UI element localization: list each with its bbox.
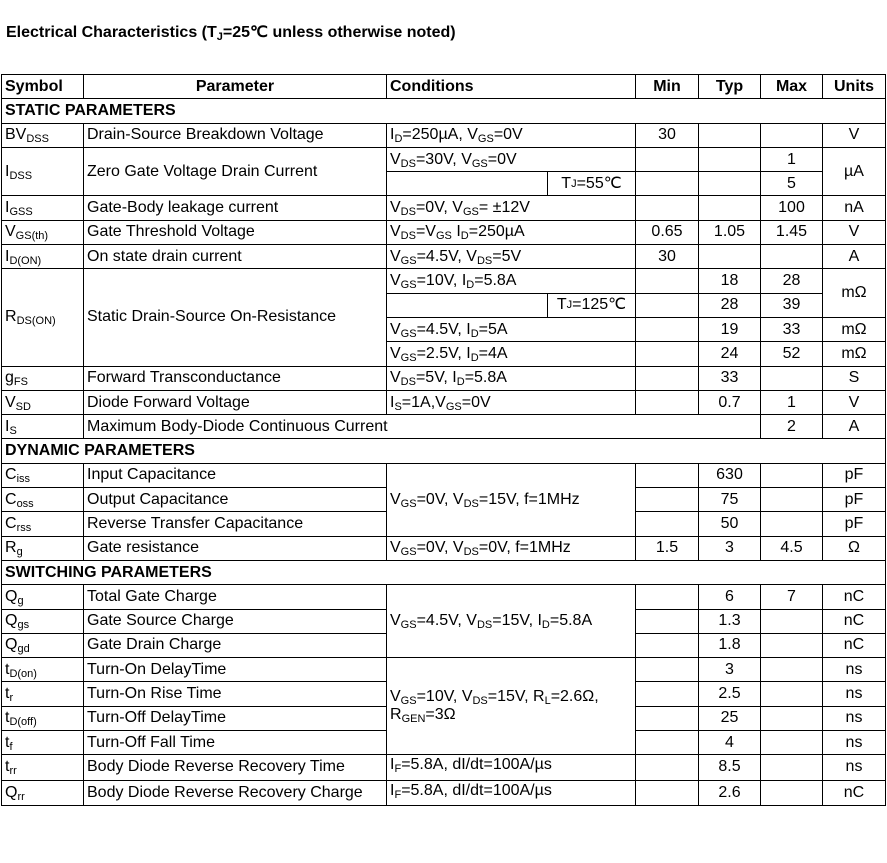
typ-cell: 2.5 xyxy=(699,682,761,706)
typ-cell xyxy=(699,196,761,220)
units-cell: ns xyxy=(823,755,886,780)
max-cell: 7 xyxy=(761,585,823,609)
section-row-static xyxy=(2,99,886,123)
header-units: Units xyxy=(823,75,886,99)
parameter-cell: Body Diode Reverse Recovery Charge xyxy=(84,780,387,805)
table-row xyxy=(2,123,886,147)
max-cell xyxy=(761,658,823,682)
parameter-cell: Gate-Body leakage current xyxy=(84,196,387,220)
min-cell xyxy=(636,342,699,366)
section-row-switching xyxy=(2,560,886,584)
parameter-cell: Reverse Transfer Capacitance xyxy=(84,512,387,536)
table-row xyxy=(2,755,886,780)
symbol-cell: $Q_{gs}$ xyxy=(2,609,84,633)
max-cell: 1 xyxy=(761,147,823,171)
conditions-cell: $V_{DS}=V_{GS}$ $I_D=250\mu A$ xyxy=(387,220,636,244)
typ-cell xyxy=(699,245,761,269)
typ-cell: 50 xyxy=(699,512,761,536)
min-cell xyxy=(636,755,699,780)
conditions-cell: $V_{GS}=2.5V$, $I_D=4A$ xyxy=(387,342,636,366)
max-cell xyxy=(761,706,823,730)
min-cell xyxy=(636,658,699,682)
typ-cell: 33 xyxy=(699,366,761,390)
units-cell: A xyxy=(823,415,886,439)
parameter-cell: Gate Source Charge xyxy=(84,609,387,633)
symbol-cell: $C_{iss}$ xyxy=(2,463,84,487)
tj-condition: T J =125℃ xyxy=(547,293,635,317)
symbol-cell: $t_{D(on)}$ xyxy=(2,658,84,682)
max-cell: 52 xyxy=(761,342,823,366)
header-parameter: Parameter xyxy=(84,75,387,99)
header-symbol: Symbol xyxy=(2,75,84,99)
parameter-cell: Drain-Source Breakdown Voltage xyxy=(84,123,387,147)
conditions-cell: $I_F=5.8A$, dI/dt=100A/µs xyxy=(387,755,636,780)
units-cell: nC xyxy=(823,780,886,805)
conditions-cell: $V_{DS}=30V$, $V_{GS}=0V$ xyxy=(387,147,636,171)
symbol-cell: $t_{D(off)}$ xyxy=(2,706,84,730)
units-cell: pF xyxy=(823,488,886,512)
typ-cell xyxy=(699,123,761,147)
max-cell xyxy=(761,366,823,390)
min-cell xyxy=(636,512,699,536)
max-cell xyxy=(761,682,823,706)
conditions-cell: $V_{GS}=10V$, $I_D=5.8A$ xyxy=(387,269,636,293)
units-cell: V xyxy=(823,123,886,147)
symbol-cell: $I_{GSS}$ xyxy=(2,196,84,220)
units-cell: nC xyxy=(823,633,886,657)
units-cell: nC xyxy=(823,609,886,633)
table-row xyxy=(2,269,886,293)
typ-cell: 19 xyxy=(699,317,761,341)
units-cell: pF xyxy=(823,512,886,536)
conditions-cell: $I_D=250\mu A$, $V_{GS}=0V$ xyxy=(387,123,636,147)
symbol-cell: $Q_g$ xyxy=(2,585,84,609)
units-cell: mΩ xyxy=(823,317,886,341)
symbol-cell: $C_{oss}$ xyxy=(2,488,84,512)
max-cell xyxy=(761,123,823,147)
max-cell: 2 xyxy=(761,415,823,439)
symbol-cell: $Q_{gd}$ xyxy=(2,633,84,657)
typ-cell: 3 xyxy=(699,536,761,560)
min-cell xyxy=(636,682,699,706)
typ-cell: 1.8 xyxy=(699,633,761,657)
typ-cell: 2.6 xyxy=(699,780,761,805)
min-cell xyxy=(636,731,699,755)
symbol-cell: $C_{rss}$ xyxy=(2,512,84,536)
units-cell: mΩ xyxy=(823,342,886,366)
min-cell xyxy=(636,463,699,487)
min-cell: 1.5 xyxy=(636,536,699,560)
min-cell xyxy=(636,196,699,220)
parameter-cell: Turn-On DelayTime xyxy=(84,658,387,682)
section-row-dynamic xyxy=(2,439,886,463)
typ-cell xyxy=(699,172,761,196)
conditions-cell: $V_{GS}=4.5V$, $V_{DS}=15V$, $I_D=5.8A$ xyxy=(387,585,636,658)
header-min: Min xyxy=(636,75,699,99)
conditions-cell xyxy=(387,293,636,317)
max-cell xyxy=(761,755,823,780)
units-cell: ns xyxy=(823,682,886,706)
parameter-cell: Forward Transconductance xyxy=(84,366,387,390)
max-cell: 39 xyxy=(761,293,823,317)
header-max: Max xyxy=(761,75,823,99)
min-cell xyxy=(636,633,699,657)
units-cell: nC xyxy=(823,585,886,609)
conditions-cell: $V_{DS}=5V$, $I_D=5.8A$ xyxy=(387,366,636,390)
typ-cell: 24 xyxy=(699,342,761,366)
header-conditions: Conditions xyxy=(387,75,636,99)
page-title: Electrical Characteristics ($T_J=25℃$ unless otherwise noted) xyxy=(6,24,456,43)
units-cell: mΩ xyxy=(823,269,886,318)
table-row xyxy=(2,658,886,682)
typ-cell: 75 xyxy=(699,488,761,512)
conditions-cell: $I_S=1A,V_{GS}=0V$ xyxy=(387,390,636,414)
parameter-cell: Turn-On Rise Time xyxy=(84,682,387,706)
conditions-cell xyxy=(387,172,636,196)
units-cell: ns xyxy=(823,706,886,730)
symbol-cell: $I_{DSS}$ xyxy=(2,147,84,196)
section-title: DYNAMIC PARAMETERS xyxy=(2,439,886,463)
max-cell xyxy=(761,463,823,487)
typ-cell: 1.3 xyxy=(699,609,761,633)
symbol-cell: $t_{rr}$ xyxy=(2,755,84,780)
max-cell: 1 xyxy=(761,390,823,414)
min-cell: 0.65 xyxy=(636,220,699,244)
max-cell xyxy=(761,512,823,536)
table-row xyxy=(2,220,886,244)
max-cell: 33 xyxy=(761,317,823,341)
typ-cell: 3 xyxy=(699,658,761,682)
parameter-cell: Diode Forward Voltage xyxy=(84,390,387,414)
table-row xyxy=(2,463,886,487)
typ-cell: 4 xyxy=(699,731,761,755)
parameter-cell: Turn-Off Fall Time xyxy=(84,731,387,755)
section-title: STATIC PARAMETERS xyxy=(2,99,886,123)
typ-cell: 630 xyxy=(699,463,761,487)
max-cell: 5 xyxy=(761,172,823,196)
units-cell: S xyxy=(823,366,886,390)
parameter-cell: Static Drain-Source On-Resistance xyxy=(84,269,387,366)
symbol-cell: $V_{GS(th)}$ xyxy=(2,220,84,244)
parameter-cell: Gate Threshold Voltage xyxy=(84,220,387,244)
table-row xyxy=(2,415,886,439)
parameter-cell: Total Gate Charge xyxy=(84,585,387,609)
min-cell: 30 xyxy=(636,245,699,269)
min-cell xyxy=(636,147,699,171)
max-cell: 1.45 xyxy=(761,220,823,244)
min-cell xyxy=(636,488,699,512)
min-cell xyxy=(636,293,699,317)
units-cell: ns xyxy=(823,731,886,755)
max-cell xyxy=(761,780,823,805)
max-cell: 100 xyxy=(761,196,823,220)
symbol-cell: $I_S$ xyxy=(2,415,84,439)
min-cell xyxy=(636,585,699,609)
max-cell xyxy=(761,488,823,512)
units-cell: nA xyxy=(823,196,886,220)
typ-cell: 8.5 xyxy=(699,755,761,780)
conditions-cell: $V_{DS}=0V$, $V_{GS}= \pm 12V$ xyxy=(387,196,636,220)
units-cell: ns xyxy=(823,658,886,682)
parameter-cell: Output Capacitance xyxy=(84,488,387,512)
table-row xyxy=(2,585,886,609)
symbol-cell: $t_f$ xyxy=(2,731,84,755)
switch-cond-line2: $R_{GEN}=3\Omega$ xyxy=(390,706,456,726)
conditions-cell: $I_F=5.8A$, dI/dt=100A/µs xyxy=(387,780,636,805)
parameter-cell: Gate Drain Charge xyxy=(84,633,387,657)
typ-cell xyxy=(699,147,761,171)
table-row xyxy=(2,780,886,805)
table-header-row xyxy=(2,75,886,99)
typ-cell: 6 xyxy=(699,585,761,609)
units-cell: A xyxy=(823,245,886,269)
units-cell: pF xyxy=(823,463,886,487)
min-cell xyxy=(636,609,699,633)
max-cell: 28 xyxy=(761,269,823,293)
parameter-cell: Zero Gate Voltage Drain Current xyxy=(84,147,387,196)
parameter-cell: Maximum Body-Diode Continuous Current xyxy=(84,415,761,439)
symbol-cell: $g_{FS}$ xyxy=(2,366,84,390)
units-cell: Ω xyxy=(823,536,886,560)
symbol-cell: $V_{SD}$ xyxy=(2,390,84,414)
header-typ: Typ xyxy=(699,75,761,99)
parameter-cell: Body Diode Reverse Recovery Time xyxy=(84,755,387,780)
electrical-characteristics-table xyxy=(1,74,886,806)
units-cell: V xyxy=(823,220,886,244)
table-row xyxy=(2,390,886,414)
typ-cell: 1.05 xyxy=(699,220,761,244)
parameter-cell: Gate resistance xyxy=(84,536,387,560)
symbol-cell: $R_g$ xyxy=(2,536,84,560)
typ-cell: 28 xyxy=(699,293,761,317)
min-cell xyxy=(636,366,699,390)
parameter-cell: On state drain current xyxy=(84,245,387,269)
min-cell xyxy=(636,780,699,805)
symbol-cell: $t_r$ xyxy=(2,682,84,706)
min-cell: 30 xyxy=(636,123,699,147)
conditions-cell: $V_{GS}=4.5V$, $V_{DS}=5V$ xyxy=(387,245,636,269)
min-cell xyxy=(636,706,699,730)
symbol-cell: $I_{D(ON)}$ xyxy=(2,245,84,269)
max-cell xyxy=(761,633,823,657)
symbol-cell: $R_{DS(ON)}$ xyxy=(2,269,84,366)
symbol-cell: $Q_{rr}$ xyxy=(2,780,84,805)
max-cell xyxy=(761,731,823,755)
typ-cell: 0.7 xyxy=(699,390,761,414)
units-cell: µA xyxy=(823,147,886,196)
conditions-cell: $V_{GS}=0V$, $V_{DS}=15V$, f=1MHz xyxy=(387,463,636,536)
min-cell xyxy=(636,172,699,196)
conditions-cell: $V_{GS}=4.5V$, $I_D=5A$ xyxy=(387,317,636,341)
min-cell xyxy=(636,390,699,414)
table-row xyxy=(2,245,886,269)
symbol-cell: $BV_{DSS}$ xyxy=(2,123,84,147)
min-cell xyxy=(636,317,699,341)
max-cell xyxy=(761,245,823,269)
max-cell: 4.5 xyxy=(761,536,823,560)
switch-cond-line1: $V_{GS}=10V$, $V_{DS}=15V$, $R_L=2.6\Omega$, xyxy=(390,688,599,708)
typ-cell: 25 xyxy=(699,706,761,730)
section-title: SWITCHING PARAMETERS xyxy=(2,560,886,584)
typ-cell: 18 xyxy=(699,269,761,293)
max-cell xyxy=(761,609,823,633)
parameter-cell: Input Capacitance xyxy=(84,463,387,487)
tj-condition: T J =55℃ xyxy=(547,172,635,196)
parameter-cell: Turn-Off DelayTime xyxy=(84,706,387,730)
conditions-cell xyxy=(387,658,636,755)
units-cell: V xyxy=(823,390,886,414)
table-row xyxy=(2,196,886,220)
table-row xyxy=(2,366,886,390)
conditions-cell: $V_{GS}=0V$, $V_{DS}=0V$, f=1MHz xyxy=(387,536,636,560)
min-cell xyxy=(636,269,699,293)
table-row xyxy=(2,147,886,171)
table-row xyxy=(2,536,886,560)
